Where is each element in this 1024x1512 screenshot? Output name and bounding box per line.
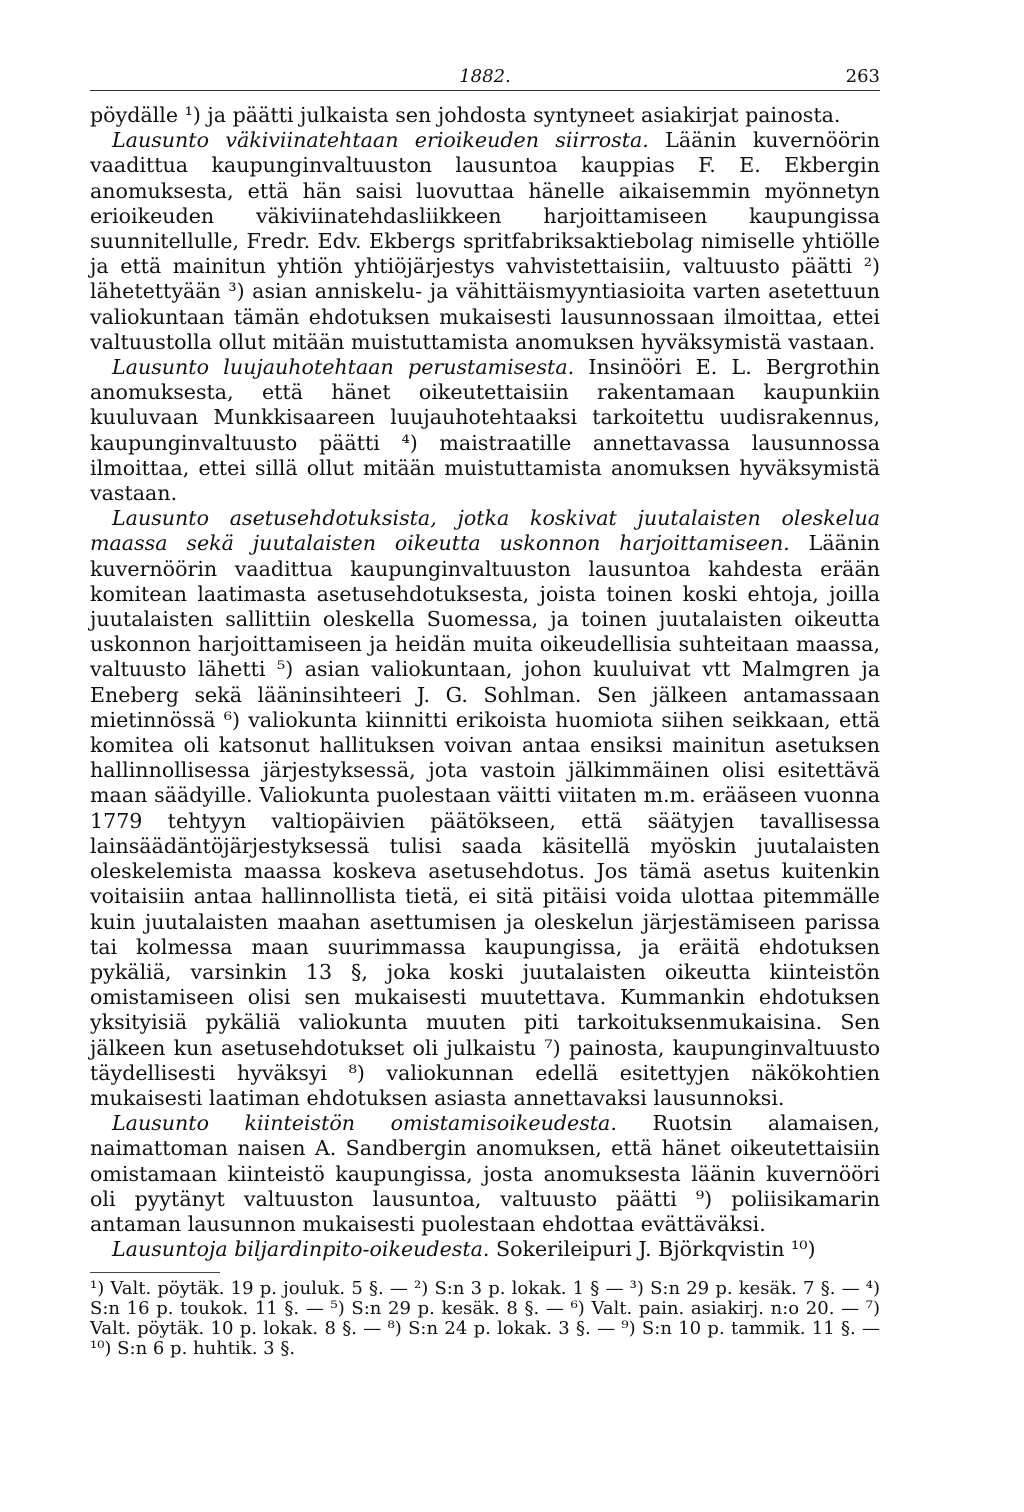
footnote-rule — [90, 1272, 220, 1273]
page-number: 263 — [845, 66, 880, 87]
paragraph-text: Läänin kuvernöörin vaadittua kaupunginvaltuuston lausuntoa kahdesta erään komitean laatimasta asetusehdotuksesta, joista toinen koski ehtoja, joilla juutalaisten sallittiin oleskella Suomessa, ja toinen juutalaisten oikeutta uskonnon harjoittamiseen ja heidän muita oikeudellisia suhteitaan maassa, valtuusto lähetti ⁵) asian valiokuntaan, johon kuuluivat vtt Malmgren ja Eneberg sekä lääninsihteeri J. G. Sohlman. Sen jälkeen antamassaan mietinnössä ⁶) valiokunta kiinnitti erikoista huomiota siihen seikkaan, että komitea oli katsonut hallituksen voivan antaa ensiksi mainitun asetuksen hallinnollisessa järjestyksessä, jota vastoin jälkimmäinen olisi esitettävä maan säädyille. Valiokunta puolestaan väitti viitaten m.m. erääseen vuonna 1779 tehtyyn valtiopäivien päätökseen, että säätyjen tavallisessa lainsäädäntöjärjestyksessä tulisi saada käsitellä myöskin juutalaisten oleskelemista maassa koskeva asetusehdotus. Jos tämä asetus kuitenkin voitaisiin antaa hallinnollista tietä, ei sitä pitäisi voida ulottaa pitemmälle kuin juutalaisten maahan asettumisen ja oleskelun järjestämiseen parissa tai kolmessa maan suurimmassa kaupungissa, ja eräitä ehdotuksen pykäliä, varsinkin 13 §, joka koski juutalaisten oikeutta kiinteistön omistamiseen olisi sen mukaisesti muutettava. Kummankin ehdotuksen yksityisiä pykäliä valiokunta muuten piti tarkoituksenmukaisina. Sen jälkeen kun asetusehdotukset oli julkaistu ⁷) painosta, kaupunginvaltuusto täydellisesti hyväksyi ⁸) valiokunnan edellä esitettyjen näkökohtien mukaisesti laatiman ehdotuksen asiasta annettavaksi lausunnoksi. — [90, 531, 880, 1110]
paragraph-text: Ruotsin alamaisen, naimattoman naisen A. Sandbergin anomuksen, että hänet oikeutettaisiin omistamaan kiinteistö kaupungissa, josta anomuksesta läänin kuvernööri oli pyytänyt valtuuston lausuntoa, valtuusto päätti ⁹) poliisikamarin antaman lausunnon mukaisesti puolestaan ehdottaa evättäväksi. — [90, 1111, 880, 1236]
paragraph-text: Insinööri E. L. Bergrothin anomuksesta, että hänet oikeutettaisiin rakentamaan kaupunkiin kuuluvaan Munkkisaareen luujauhotehtaaksi tarkoitettu uudisrakennus, kaupunginvaltuusto päätti ⁴) maistraatille annettavassa lausunnossa ilmoittaa, ettei sillä ollut mitään muistuttamista anomuksen hyväksymistä vastaan. — [90, 355, 880, 506]
paragraph-billiards — [90, 1237, 880, 1262]
section-heading: Lausunto kiinteistön omistamisoikeudesta. — [112, 1111, 617, 1136]
paragraph-text: Sokerileipuri J. Björkqvistin ¹⁰) — [489, 1237, 816, 1262]
paragraph-text: pöydälle ¹) ja päätti julkaista sen johdosta syntyneet asiakirjat painosta. — [90, 103, 841, 127]
paragraph-bone-meal-factory — [90, 355, 880, 506]
running-header — [90, 64, 880, 91]
section-heading: Lausunto väkiviinatehtaan erioikeuden siirrosta. — [112, 128, 649, 153]
header-year: 1882. — [459, 66, 511, 87]
document-page — [90, 64, 880, 1359]
paragraph-jewish-residence — [90, 506, 880, 1111]
section-heading: Lausunto luujauhotehtaan perustamisesta. — [112, 355, 575, 380]
section-heading: Lausuntoja biljardinpito-oikeudesta. — [112, 1237, 490, 1262]
section-heading: Lausunto asetusehdotuksista, jotka koskivat juutalaisten oleskelua maassa sekä juutalaisten oikeutta uskonnon harjoittamiseen. — [90, 506, 880, 556]
paragraph-spirits-privilege — [90, 128, 880, 355]
body-text — [90, 103, 880, 1262]
paragraph-continuation — [90, 103, 880, 128]
footnotes: ¹) Valt. pöytäk. 19 p. jouluk. 5 §. — ²) S:n 3 p. lokak. 1 § — ³) S:n 29 p. kesäk. 7 §. — ⁴) S:n 16 p. toukok. 11 §. — ⁵) S:n 29 p. kesäk. 8 §. — ⁶) Valt. pain. asiakirj. n:o 20. — ⁷) Valt. pöytäk. 10 p. lokak. 8 §. — ⁸) S:n 24 p. lokak. 3 §. — ⁹) S:n 10 p. tammik. 11 §. — ¹⁰) S:n 6 p. huhtik. 3 §. — [90, 1278, 880, 1360]
paragraph-property-ownership — [90, 1111, 880, 1237]
paragraph-text: Läänin kuvernöörin vaadittua kaupunginvaltuuston lausuntoa kauppias F. E. Ekbergin anomuksesta, että hän saisi luovuttaa hänelle aikaisemmin myönnetyn erioikeuden väkiviinatehdasliikkeen harjoittamiseen kaupungissa suunnitellulle, Fredr. Edv. Ekbergs spritfabriksaktiebolag nimiselle yhtiölle ja että mainitun yhtiön yhtiöjärjestys vahvistettaisiin, valtuusto päätti ²) lähetettyään ³) asian anniskelu- ja vähittäismyyntiasioita varten asetettuun valiokuntaan tämän ehdotuksen mukaisesti lausunnossaan ilmoittaa, ettei valtuustolla ollut mitään muistuttamista anomuksen hyväksymistä vastaan. — [90, 128, 880, 354]
